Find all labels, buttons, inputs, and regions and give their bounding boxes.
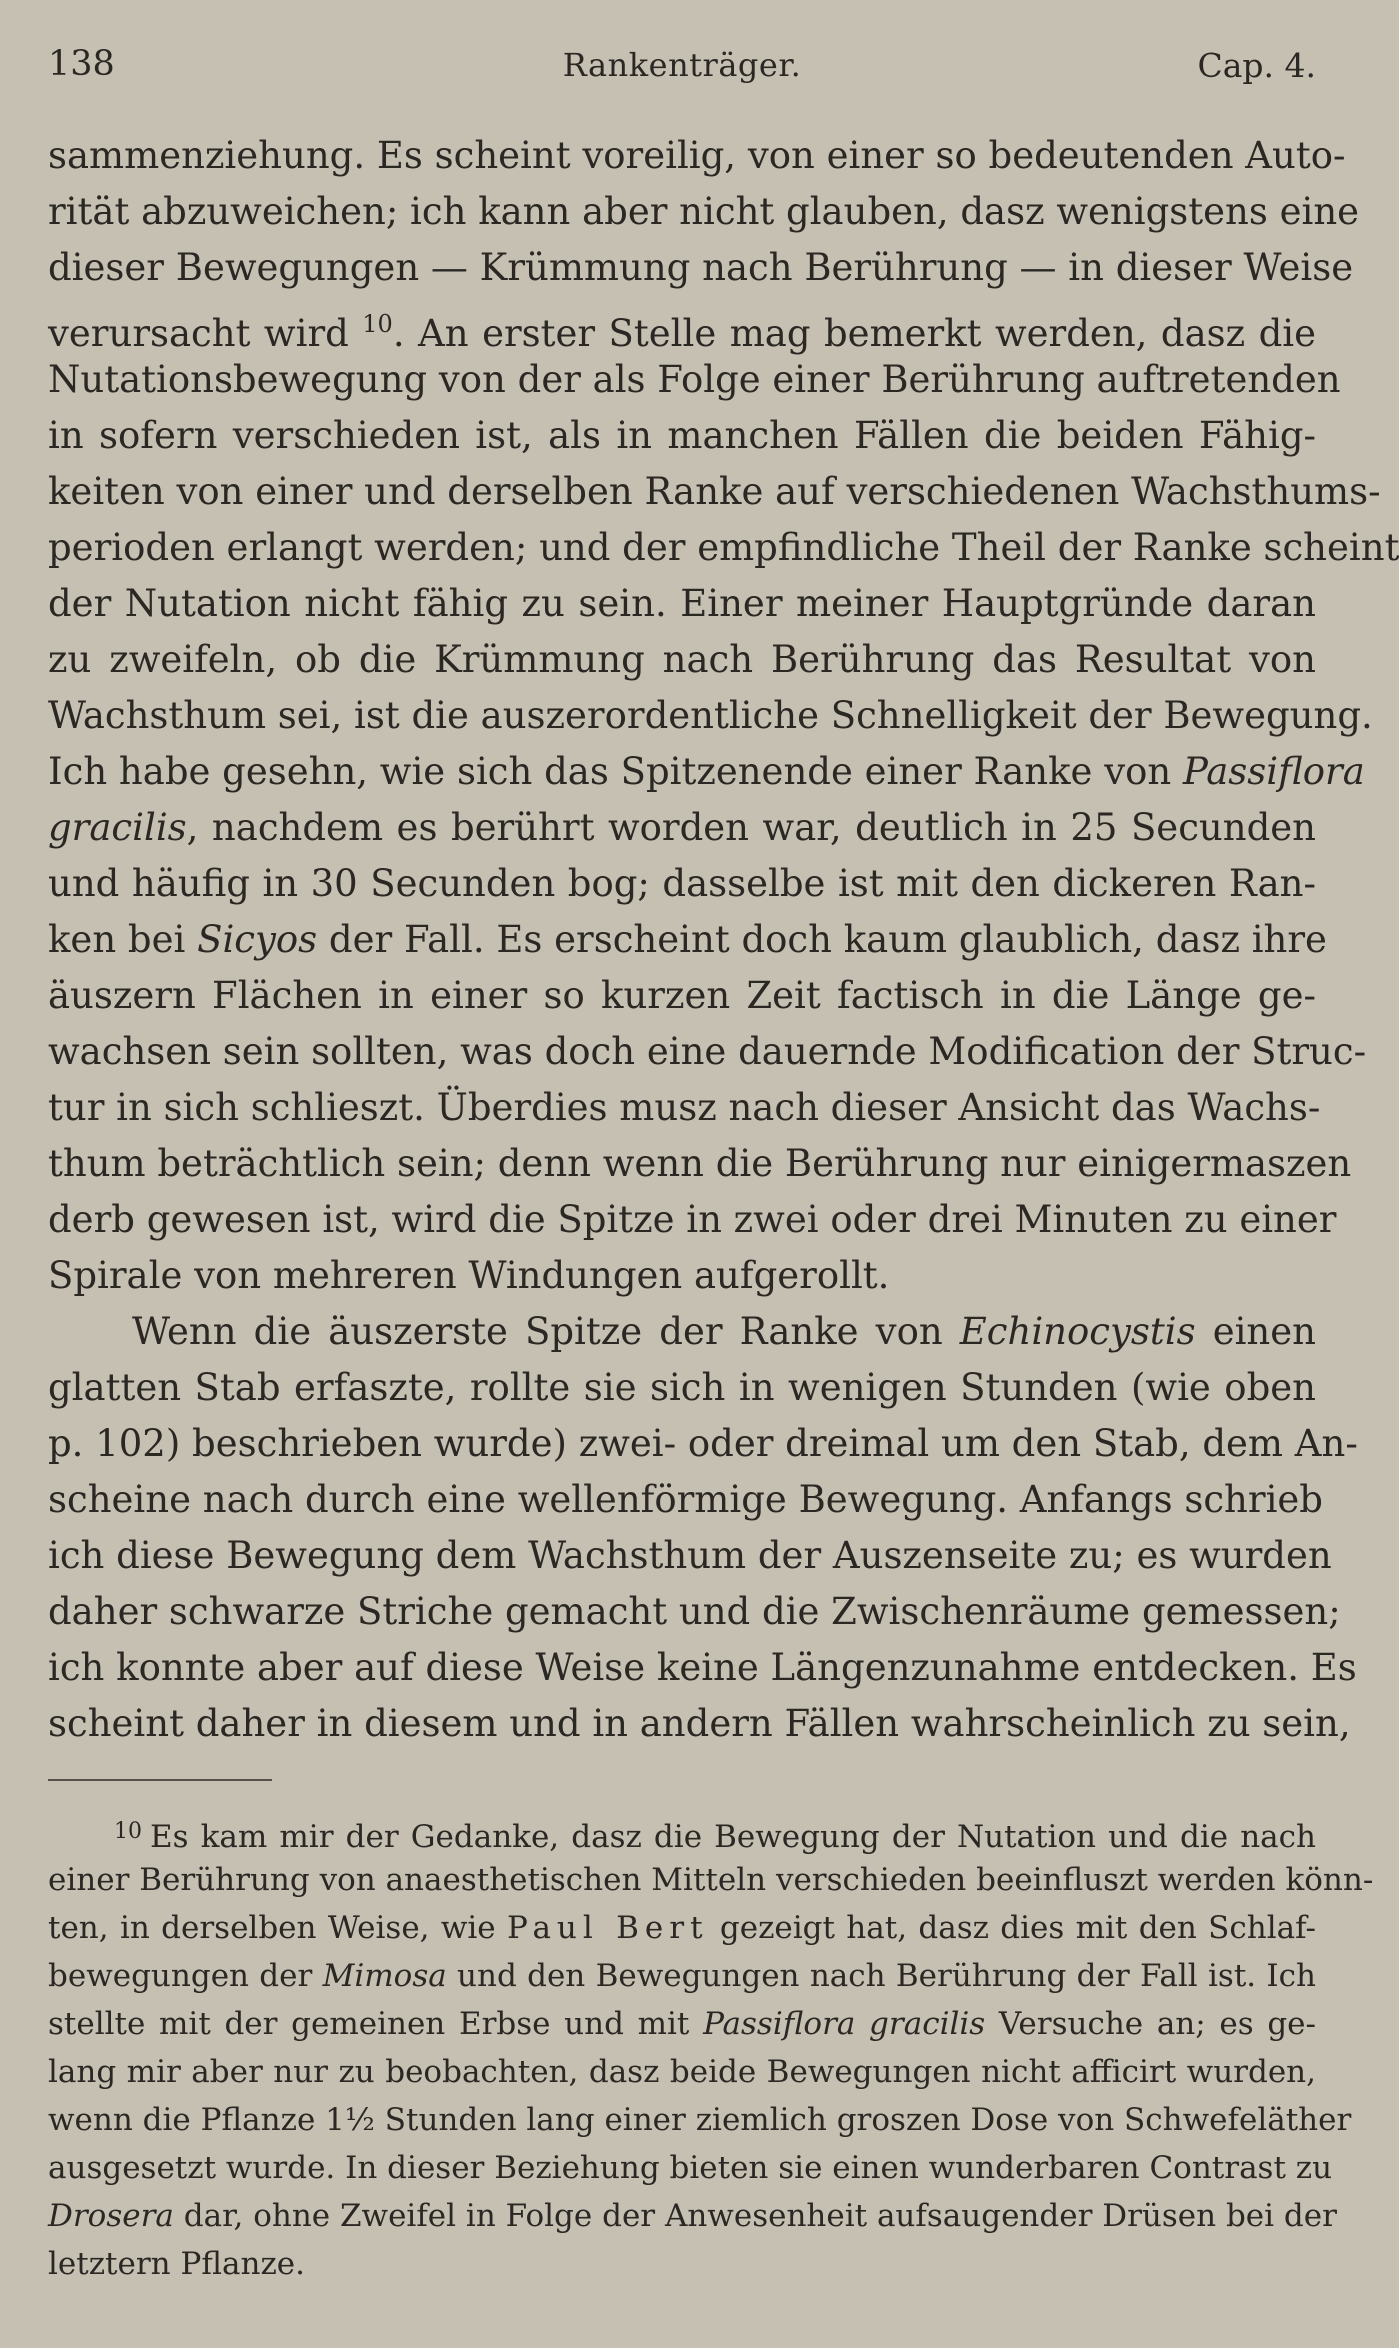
footnote-divider [48, 1779, 272, 1781]
footnote-line [48, 2048, 1316, 2096]
text-line: ich diese Bewegung dem Wachsthum der Auszenseite zu; es wurden [48, 1534, 1332, 1577]
text-line: daher schwarze Striche gemacht und die Zwischenräume gemessen; [48, 1590, 1341, 1633]
text-line [48, 800, 1316, 856]
text-run: einer Berührung von anaesthetischen Mitteln verschieden beeinfluszt werden könn- [48, 1862, 1374, 1898]
footnote [48, 1808, 1374, 2288]
text-line: tur in sich schlieszt. Überdies musz nach dieser Ansicht das Wachs- [48, 1086, 1321, 1129]
footnote-line [48, 2240, 1316, 2288]
footnote-line [48, 2096, 1352, 2144]
italic-term: Passiflora [1182, 750, 1365, 793]
text-line: dieser Bewegungen — Krümmung nach Berührung — in dieser Weise [48, 246, 1354, 289]
text-run: letztern Pflanze. [48, 2246, 306, 2282]
text-line [48, 1304, 1316, 1360]
text-line [48, 912, 1327, 968]
text-line [48, 744, 1365, 800]
text-line: glatten Stab erfaszte, rollte sie sich in wenigen Stunden (wie oben [48, 1366, 1316, 1409]
text-line: perioden erlangt werden; und der empfindliche Theil der Ranke scheint [48, 526, 1399, 569]
footnote-line [48, 2000, 1316, 2048]
italic-term: Sicyos [197, 918, 318, 961]
italic-term: gracilis [48, 806, 187, 849]
text-line: derb gewesen ist, wird die Spitze in zwei oder drei Minuten zu einer [48, 1198, 1337, 1241]
text-line: der Nutation nicht fähig zu sein. Einer meiner Hauptgründe daran [48, 582, 1316, 625]
text-line: zu zweifeln, ob die Krümmung nach Berührung das Resultat von [48, 638, 1316, 681]
text-run: ten, in derselben Weise, wie [48, 1910, 507, 1946]
text-run: lang mir aber nur zu beobachten, dasz beide Bewegungen nicht afficirt wurden, [48, 2054, 1316, 2090]
chapter-label: Cap. 4. [1197, 46, 1316, 85]
text-line: p. 102) beschrieben wurde) zwei- oder dreimal um den Stab, dem An- [48, 1422, 1358, 1465]
footnote-line [48, 1856, 1374, 1904]
footnote-line [48, 2144, 1333, 2192]
text-run: , nachdem es berührt worden war, deutlich in 25 Secunden [186, 806, 1316, 849]
text-line: thum beträchtlich sein; denn wenn die Berührung nur einigermaszen [48, 1142, 1352, 1185]
text-run: . An erster Stelle mag bemerkt werden, dasz die [392, 312, 1316, 355]
text-run: und den Bewegungen nach Berührung der Fall ist. Ich [446, 1958, 1317, 1994]
running-title: Rankenträger. [562, 46, 802, 84]
text-run: bewegungen der [48, 1958, 323, 1994]
text-run: Versuche an; es ge- [985, 2006, 1316, 2042]
text-line: äuszern Flächen in einer so kurzen Zeit factisch in die Länge ge- [48, 974, 1316, 1017]
footnote-reference: 10 [362, 310, 393, 338]
text-line: ich konnte aber auf diese Weise keine Längenzunahme entdecken. Es [48, 1646, 1357, 1689]
footnote-number: 10 [114, 1819, 142, 1844]
footnote-line [48, 1808, 1316, 1856]
text-line: rität abzuweichen; ich kann aber nicht glauben, dasz wenigstens eine [48, 190, 1360, 233]
italic-term: Passiflora gracilis [703, 2006, 986, 2042]
text-run: Wenn die äuszerste Spitze der Ranke von [132, 1310, 960, 1353]
footnote-line [48, 1952, 1316, 2000]
text-line: Nutationsbewegung von der als Folge einer Berührung auftretenden [48, 358, 1341, 401]
footnote-line [48, 2192, 1337, 2240]
italic-term: Drosera [48, 2198, 174, 2234]
running-header [48, 44, 1316, 94]
text-run: verursacht wird [48, 312, 363, 355]
text-run: dar, ohne Zweifel in Folge der Anwesenheit aufsaugender Drüsen bei der [173, 2198, 1337, 2234]
text-run: ken bei [48, 918, 198, 961]
text-line: wachsen sein sollten, was doch eine dauernde Modification der Struc- [48, 1030, 1367, 1073]
italic-term: Mimosa [322, 1958, 447, 1994]
text-run: einen [1195, 1310, 1316, 1353]
body-text [48, 128, 1399, 1752]
text-line: und häufig in 30 Secunden bog; dasselbe ist mit den dickeren Ran- [48, 862, 1316, 905]
text-run: Es kam mir der Gedanke, dasz die Bewegung der Nutation und die nach [150, 1819, 1316, 1855]
page-number: 138 [48, 44, 115, 84]
text-run: wenn die Pflanze 1½ Stunden lang einer ziemlich groszen Dose von Schwefeläther [48, 2102, 1352, 2138]
text-line: in sofern verschieden ist, als in manchen Fällen die beiden Fähig- [48, 414, 1316, 457]
text-run: Ich habe gesehn, wie sich das Spitzenende einer Ranke von [48, 750, 1183, 793]
text-line: Spirale von mehreren Windungen aufgerollt. [48, 1254, 890, 1297]
text-line [48, 296, 1316, 355]
text-line: Wachsthum sei, ist die auszerordentliche Schnelligkeit der Bewegung. [48, 694, 1373, 737]
text-line: scheine nach durch eine wellenförmige Bewegung. Anfangs schrieb [48, 1478, 1323, 1521]
text-run: stellte mit der gemeinen Erbse und mit [48, 2006, 704, 2042]
footnote-line [48, 1904, 1316, 1952]
italic-term: Echinocystis [959, 1310, 1196, 1353]
text-run: gezeigt hat, dasz dies mit den Schlaf- [708, 1910, 1316, 1946]
spaced-name: Paul Bert [506, 1910, 709, 1946]
text-run: der Fall. Es erscheint doch kaum glaublich, dasz ihre [317, 918, 1327, 961]
text-run: ausgesetzt wurde. In dieser Beziehung bieten sie einen wunderbaren Contrast zu [48, 2150, 1333, 2186]
text-line: keiten von einer und derselben Ranke auf verschiedenen Wachsthums- [48, 470, 1381, 513]
text-line: sammenziehung. Es scheint voreilig, von einer so bedeutenden Auto- [48, 134, 1346, 177]
text-line: scheint daher in diesem und in andern Fällen wahrscheinlich zu sein, [48, 1702, 1351, 1745]
